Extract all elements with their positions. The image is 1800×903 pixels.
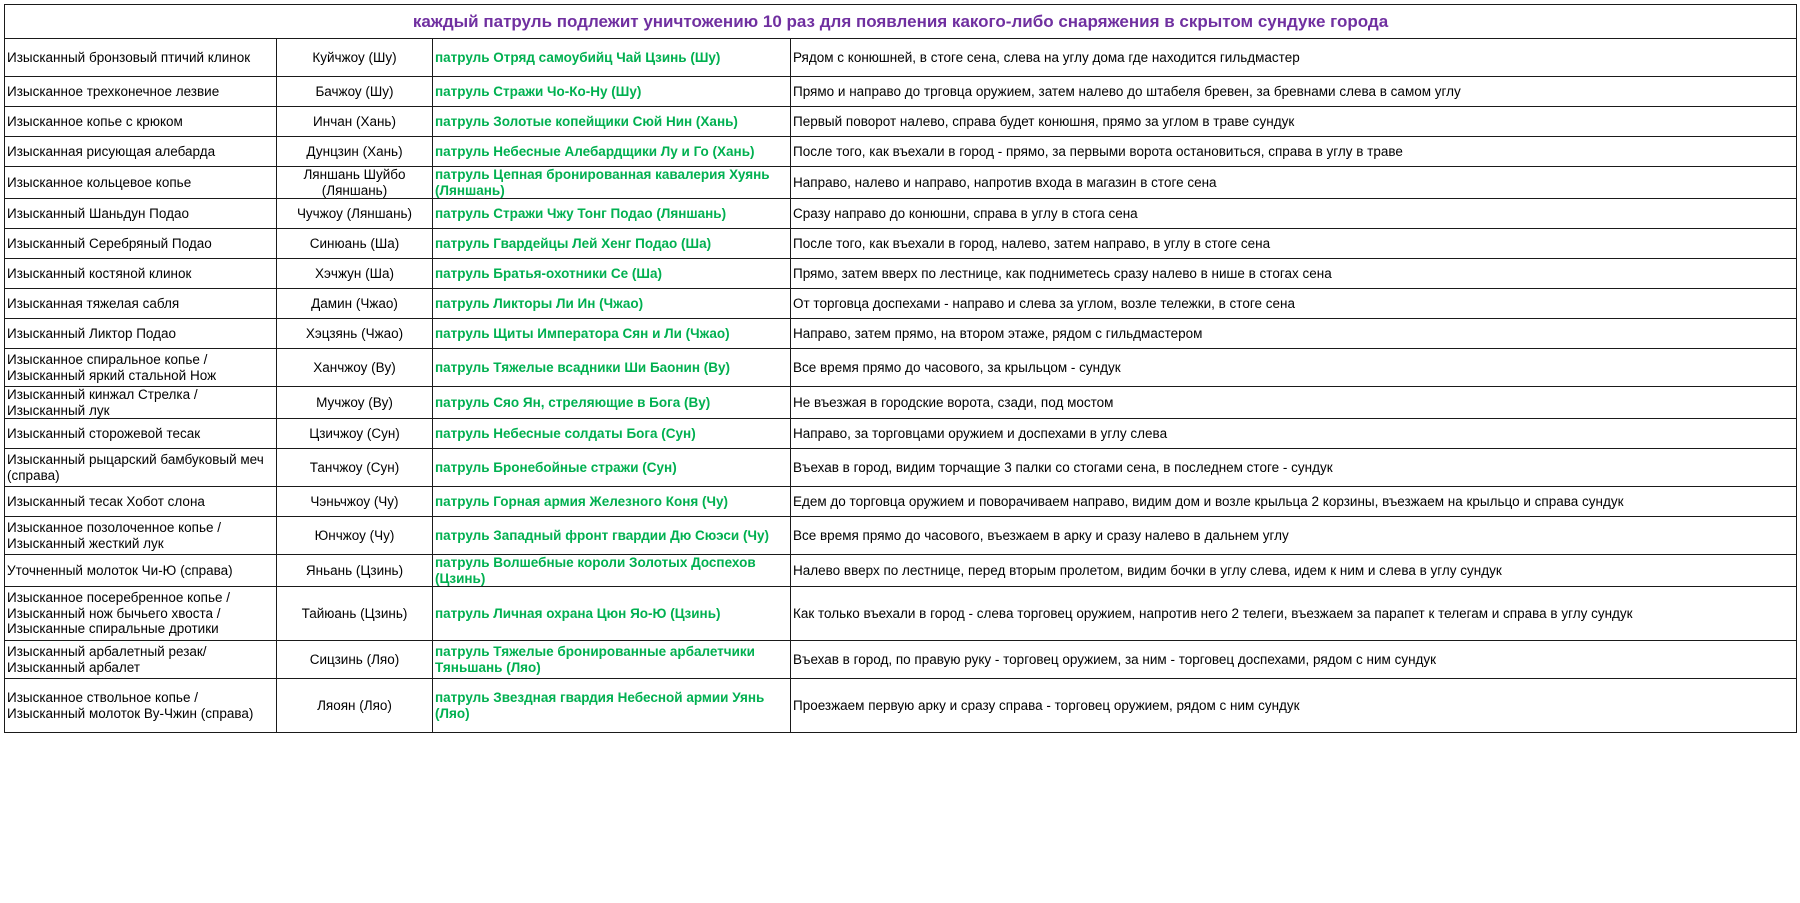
city-cell: Бачжоу (Шу): [277, 77, 433, 107]
city-cell: Ханчжоу (Ву): [277, 349, 433, 387]
item-cell: Изысканное спиральное копье / Изысканный яркий стальной Нож: [5, 349, 277, 387]
patrol-cell: патруль Братья-охотники Се (Ша): [433, 259, 791, 289]
route-cell: Въехав в город, видим торчащие 3 палки со стогами сена, в последнем стоге - сундук: [791, 449, 1797, 487]
item-cell: Изысканный костяной клинок: [5, 259, 277, 289]
city-cell: Куйчжоу (Шу): [277, 39, 433, 77]
city-cell: Синюань (Ша): [277, 229, 433, 259]
item-cell: Изысканное копье с крюком: [5, 107, 277, 137]
patrol-cell: патруль Отряд самоубийц Чай Цзинь (Шу): [433, 39, 791, 77]
patrol-cell: патруль Небесные солдаты Бога (Сун): [433, 419, 791, 449]
city-cell: Цзичжоу (Сун): [277, 419, 433, 449]
item-cell: Уточненный молоток Чи-Ю (справа): [5, 555, 277, 587]
route-cell: После того, как въехали в город - прямо, за первыми ворота остановиться, справа в углу в траве: [791, 137, 1797, 167]
city-cell: Инчан (Хань): [277, 107, 433, 137]
patrol-cell: патруль Горная армия Железного Коня (Чу): [433, 487, 791, 517]
city-cell: Сицзинь (Ляо): [277, 641, 433, 679]
table-row: [5, 39, 1797, 77]
item-cell: Изысканный кинжал Стрелка / Изысканный лук: [5, 387, 277, 419]
patrol-cell: патруль Золотые копейщики Сюй Нин (Хань): [433, 107, 791, 137]
item-cell: Изысканный Ликтор Подао: [5, 319, 277, 349]
item-cell: Изысканный арбалетный резак/Изысканный арбалет: [5, 641, 277, 679]
patrol-cell: патруль Сяо Ян, стреляющие в Бога (Ву): [433, 387, 791, 419]
city-cell: Хэчжун (Ша): [277, 259, 433, 289]
city-cell: Чучжоу (Ляншань): [277, 199, 433, 229]
item-cell: Изысканная рисующая алебарда: [5, 137, 277, 167]
item-cell: Изысканное трехконечное лезвие: [5, 77, 277, 107]
table-row: [5, 289, 1797, 319]
table-row: [5, 517, 1797, 555]
patrol-cell: патруль Западный фронт гвардии Дю Сюэси (Чу): [433, 517, 791, 555]
route-cell: Направо, налево и направо, напротив входа в магазин в стоге сена: [791, 167, 1797, 199]
table-row: [5, 487, 1797, 517]
patrol-cell: патруль Личная охрана Цюн Яо-Ю (Цзинь): [433, 587, 791, 641]
item-cell: Изысканный Серебряный Подао: [5, 229, 277, 259]
city-cell: Ляоян (Ляо): [277, 679, 433, 733]
route-cell: Въехав в город, по правую руку - торговец оружием, за ним - торговец доспехами, рядом с ним сундук: [791, 641, 1797, 679]
item-cell: Изысканный бронзовый птичий клинок: [5, 39, 277, 77]
route-cell: Проезжаем первую арку и сразу справа - торговец оружием, рядом с ним сундук: [791, 679, 1797, 733]
route-cell: Направо, за торговцами оружием и доспехами в углу слева: [791, 419, 1797, 449]
table-row: [5, 419, 1797, 449]
route-cell: Как только въехали в город - слева торговец оружием, напротив него 2 телеги, въезжаем за парапет к телегам и справа в углу сундук: [791, 587, 1797, 641]
city-cell: Дунцзин (Хань): [277, 137, 433, 167]
city-cell: Яньань (Цзинь): [277, 555, 433, 587]
item-cell: Изысканный тесак Хобот слона: [5, 487, 277, 517]
table-row: [5, 587, 1797, 641]
table-row: [5, 449, 1797, 487]
spreadsheet: [4, 4, 1796, 733]
city-cell: Тайюань (Цзинь): [277, 587, 433, 641]
item-cell: Изысканное позолоченное копье / Изысканный жесткий лук: [5, 517, 277, 555]
route-cell: Все время прямо до часового, за крыльцом - сундук: [791, 349, 1797, 387]
patrol-cell: патруль Гвардейцы Лей Хенг Подао (Ша): [433, 229, 791, 259]
city-cell: Чэньчжоу (Чу): [277, 487, 433, 517]
item-cell: Изысканный рыцарский бамбуковый меч (справа): [5, 449, 277, 487]
table-row: [5, 679, 1797, 733]
patrol-cell: патруль Цепная бронированная кавалерия Хуянь (Ляншань): [433, 167, 791, 199]
table-row: [5, 319, 1797, 349]
patrol-cell: патруль Звездная гвардия Небесной армии Уянь (Ляо): [433, 679, 791, 733]
table-row: [5, 349, 1797, 387]
table-row: [5, 229, 1797, 259]
city-cell: Юнчжоу (Чу): [277, 517, 433, 555]
item-cell: Изысканное кольцевое копье: [5, 167, 277, 199]
title-row: [5, 5, 1797, 39]
table-row: [5, 555, 1797, 587]
city-cell: Хэцзянь (Чжао): [277, 319, 433, 349]
city-cell: Ляншань Шуйбо (Ляншань): [277, 167, 433, 199]
patrol-cell: патруль Бронебойные стражи (Сун): [433, 449, 791, 487]
city-cell: Танчжоу (Сун): [277, 449, 433, 487]
table-row: [5, 137, 1797, 167]
route-cell: Не въезжая в городские ворота, сзади, под мостом: [791, 387, 1797, 419]
route-cell: Все время прямо до часового, въезжаем в арку и сразу налево в дальнем углу: [791, 517, 1797, 555]
route-cell: После того, как въехали в город, налево, затем направо, в углу в стоге сена: [791, 229, 1797, 259]
route-cell: Налево вверх по лестнице, перед вторым пролетом, видим бочки в углу слева, идем к ним и слева в углу сундук: [791, 555, 1797, 587]
item-cell: Изысканное посеребренное копье / Изысканный нож бычьего хвоста / Изысканные спиральные дротики: [5, 587, 277, 641]
item-cell: Изысканный сторожевой тесак: [5, 419, 277, 449]
route-cell: От торговца доспехами - направо и слева за углом, возле тележки, в стоге сена: [791, 289, 1797, 319]
route-cell: Первый поворот налево, справа будет конюшня, прямо за углом в траве сундук: [791, 107, 1797, 137]
item-cell: Изысканная тяжелая сабля: [5, 289, 277, 319]
table-row: [5, 199, 1797, 229]
patrol-cell: патруль Ликторы Ли Ин (Чжао): [433, 289, 791, 319]
item-cell: Изысканный Шаньдун Подао: [5, 199, 277, 229]
route-cell: Сразу направо до конюшни, справа в углу в стога сена: [791, 199, 1797, 229]
table-row: [5, 167, 1797, 199]
patrol-cell: патруль Тяжелые всадники Ши Баонин (Ву): [433, 349, 791, 387]
route-cell: Едем до торговца оружием и поворачиваем направо, видим дом и возле крыльца 2 корзины, въезжаем на крыльцо и справа сундук: [791, 487, 1797, 517]
patrol-cell: патруль Тяжелые бронированные арбалетчики Тяньшань (Ляо): [433, 641, 791, 679]
city-cell: Мучжоу (Ву): [277, 387, 433, 419]
patrol-cell: патруль Стражи Чжу Тонг Подао (Ляншань): [433, 199, 791, 229]
route-cell: Направо, затем прямо, на втором этаже, рядом с гильдмастером: [791, 319, 1797, 349]
route-cell: Рядом с конюшней, в стоге сена, слева на углу дома где находится гильдмастер: [791, 39, 1797, 77]
patrol-cell: патруль Щиты Императора Сян и Ли (Чжао): [433, 319, 791, 349]
item-cell: Изысканное ствольное копье / Изысканный молоток Ву-Чжин (справа): [5, 679, 277, 733]
table-title: каждый патруль подлежит уничтожению 10 раз для появления какого-либо снаряжения в скрытом сундуке города: [5, 5, 1797, 39]
table-row: [5, 77, 1797, 107]
table-row: [5, 641, 1797, 679]
patrol-cell: патруль Небесные Алебардщики Лу и Го (Хань): [433, 137, 791, 167]
patrol-cell: патруль Стражи Чо-Ко-Ну (Шу): [433, 77, 791, 107]
table-row: [5, 107, 1797, 137]
patrol-table: [4, 4, 1797, 733]
route-cell: Прямо, затем вверх по лестнице, как подниметесь сразу налево в нише в стогах сена: [791, 259, 1797, 289]
patrol-cell: патруль Волшебные короли Золотых Доспехов (Цзинь): [433, 555, 791, 587]
city-cell: Дамин (Чжао): [277, 289, 433, 319]
route-cell: Прямо и направо до трговца оружием, затем налево до штабеля бревен, за бревнами слева в самом углу: [791, 77, 1797, 107]
table-row: [5, 387, 1797, 419]
table-row: [5, 259, 1797, 289]
